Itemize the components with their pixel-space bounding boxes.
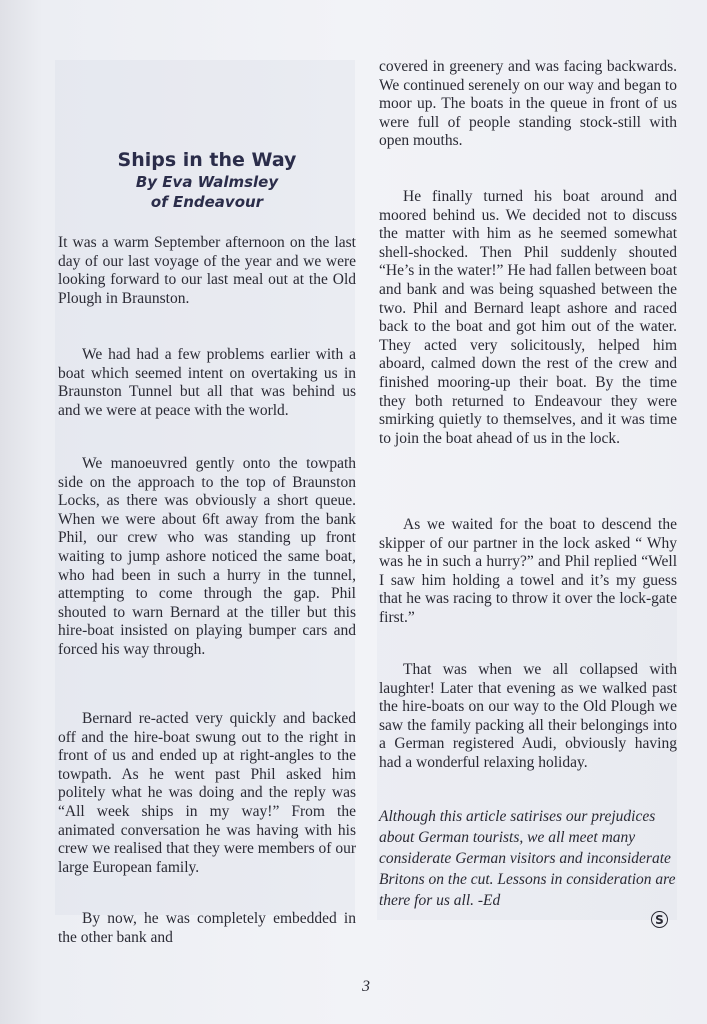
paragraph-8: As we waited for the boat to descend the skipper of our partner in the lock asked “ Why was he in such a hurry?” and Phil replied “Well I saw him holding a towel and it’s my guess that he was racing to throw it over the lock-gate first.” <box>379 516 677 626</box>
paragraph-7: He finally turned his boat around and moored behind us. We decided not to discuss the matter with him as he seemed somewhat shell-shocked. Then Phil suddenly shouted “He’s in the water!” He had fallen between boat and bank and was being squashed between the two. Phil and Bernard leapt ashore and raced back to the boat and got him out of the water. They acted very solicitously, helped him aboard, calmed down the rest of the crew and finished mooring-up their boat. By the time they both returned to Endeavour they were smirking quietly to themselves, and it was time to join the boat ahead of us in the lock. <box>379 188 677 447</box>
article-byline-boat: of Endeavour <box>150 193 264 211</box>
article-byline-author: By Eva Walmsley <box>135 173 279 191</box>
paragraph-1: It was a warm September afternoon on the last day of our last voyage of the year and we were looking forward to our last meal out at the Old Plough in Braunston. <box>58 234 356 307</box>
paragraph-2: We had had a few problems earlier with a boat which seemed intent on overtaking us in Braunston Tunnel but all that was behind us and we were at peace with the world. <box>58 346 356 419</box>
end-mark-logo: S <box>651 911 668 928</box>
paragraph-5: By now, he was completely embedded in the other bank and <box>58 910 356 946</box>
article-header <box>58 148 356 212</box>
paragraph-6: covered in greenery and was facing backwards. We continued serenely on our way and began to moor up. The boats in the queue in front of us were full of people standing stock-still with open mouths. <box>379 58 677 150</box>
article-title: Ships in the Way <box>117 149 297 171</box>
paragraph-4: Bernard re-acted very quickly and backed off and the hire-boat swung out to the right in front of us and ended up at right-angles to the towpath. As he went past Phil asked him politely what he was doing and the reply was “All week ships in my way!” From the animated conversation he was having with his crew we realised that they were members of our large European family. <box>58 710 356 876</box>
page-number: 3 <box>362 978 370 995</box>
editor-note: Although this article satirises our prejudices about German tourists, we all meet many considerate German visitors and inconsiderate Britons on the cut. Lessons in consideration are there for us all. -Ed <box>379 808 676 909</box>
paragraph-9: That was when we all collapsed with laughter! Later that evening as we walked past the hire-boats on our way to the Old Plough we saw the family packing all their belongings into a German registered Audi, obviously having had a wonderful relaxing holiday. <box>379 661 677 771</box>
paragraph-3: We manoeuvred gently onto the towpath side on the approach to the top of Braunston Locks, as there was obviously a short queue. When we were about 6ft away from the bank Phil, our crew who was standing up front waiting to jump ashore noticed the same boat, who had been in such a hurry in the tunnel, attempting to come through the gap. Phil shouted to warn Bernard at the tiller but this hire-boat insisted on playing bumper cars and forced his way through. <box>58 455 356 658</box>
